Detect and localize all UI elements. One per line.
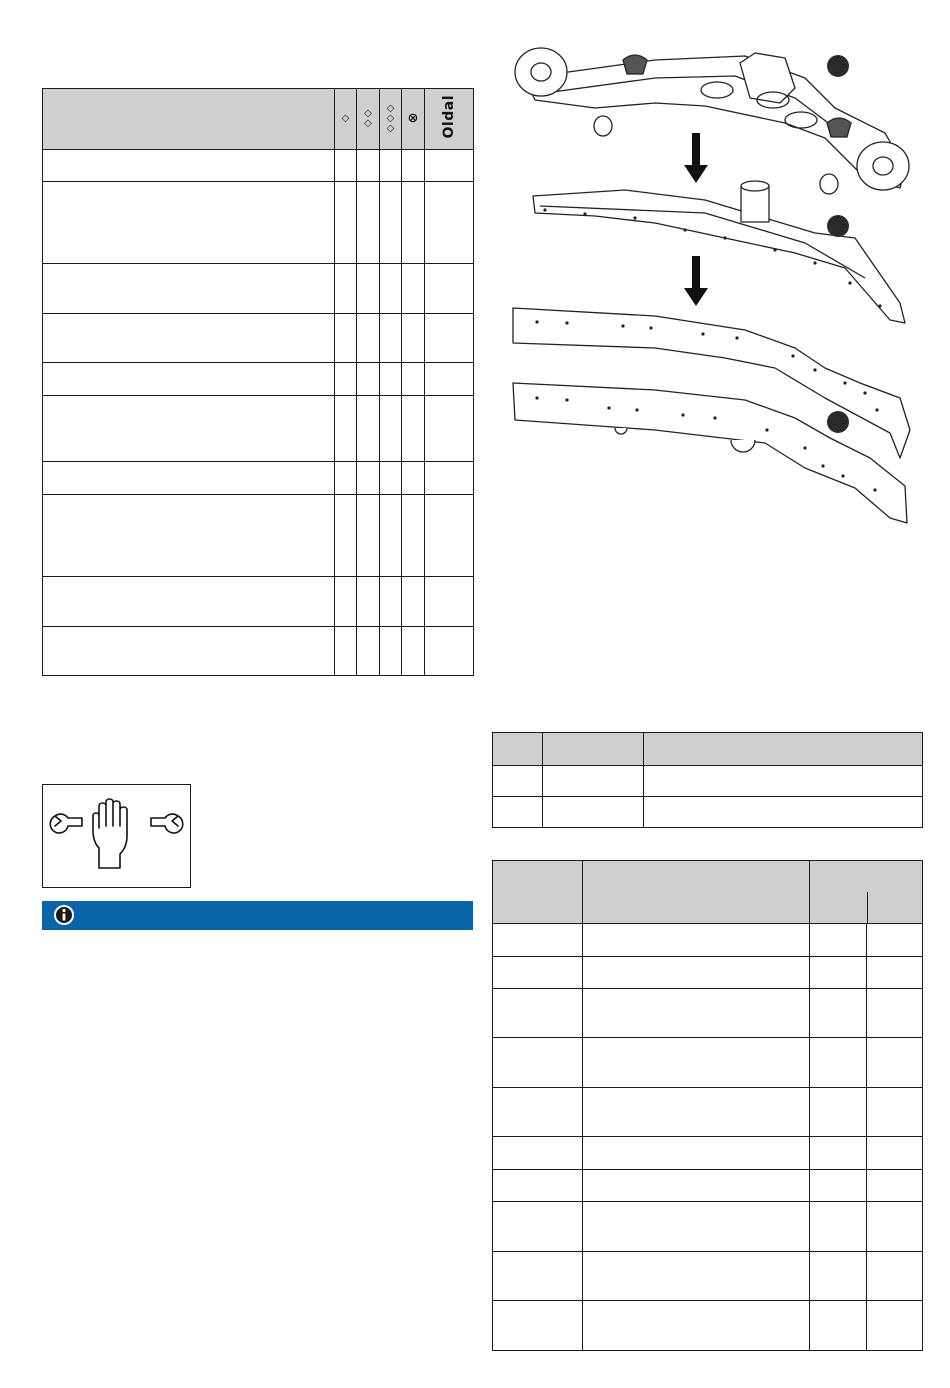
symbol-monthly: ◇ ◇ ◇ xyxy=(386,103,395,134)
grouped-header-cell xyxy=(810,861,923,924)
page-column-label: Oldal xyxy=(441,94,457,139)
table-row xyxy=(43,577,474,627)
arrow-down-icon xyxy=(684,133,708,183)
parts-table-small-header xyxy=(493,733,923,766)
table-row xyxy=(43,264,474,314)
table-row xyxy=(493,1088,923,1137)
wrench-hand-wrench-icon xyxy=(43,785,190,887)
table-row xyxy=(43,396,474,462)
table-row xyxy=(493,766,923,797)
table-row xyxy=(43,314,474,363)
table-row xyxy=(493,957,923,989)
page-column-header xyxy=(425,89,474,150)
maintenance-table xyxy=(42,88,474,676)
table-row xyxy=(43,150,474,182)
maintenance-icon-box xyxy=(42,784,191,888)
task-header-cell xyxy=(43,89,335,150)
parts-table-large xyxy=(492,860,923,1351)
squeegee-exploded-drawing xyxy=(505,38,925,530)
table-row xyxy=(493,1301,923,1351)
table-row xyxy=(43,627,474,676)
parts-table-large-header xyxy=(493,861,923,924)
info-icon xyxy=(52,903,76,927)
table-row xyxy=(493,1202,923,1252)
table-row xyxy=(493,1137,923,1170)
table-row xyxy=(43,495,474,577)
arrow-down-icon xyxy=(684,256,708,306)
symbol-service: ⊗ xyxy=(407,111,419,126)
table-row xyxy=(43,462,474,495)
parts-table-small xyxy=(492,732,923,828)
table-row xyxy=(43,182,474,264)
info-bar xyxy=(42,901,473,930)
interval-service-header xyxy=(402,89,425,150)
table-row xyxy=(43,363,474,396)
interval-weekly-header xyxy=(357,89,380,150)
symbol-daily: ◇ xyxy=(341,113,350,124)
table-row xyxy=(493,1038,923,1088)
table-row xyxy=(493,1252,923,1301)
table-row xyxy=(493,797,923,828)
callout-circle-icon xyxy=(827,55,849,77)
interval-monthly-header xyxy=(380,89,402,150)
table-row xyxy=(493,924,923,957)
table-row xyxy=(493,1170,923,1202)
maintenance-table-header xyxy=(43,89,474,150)
table-row xyxy=(493,989,923,1038)
callout-circle-icon xyxy=(827,215,849,237)
interval-daily-header xyxy=(335,89,357,150)
symbol-weekly: ◇ ◇ xyxy=(364,108,372,129)
callout-circle-icon xyxy=(827,411,849,433)
